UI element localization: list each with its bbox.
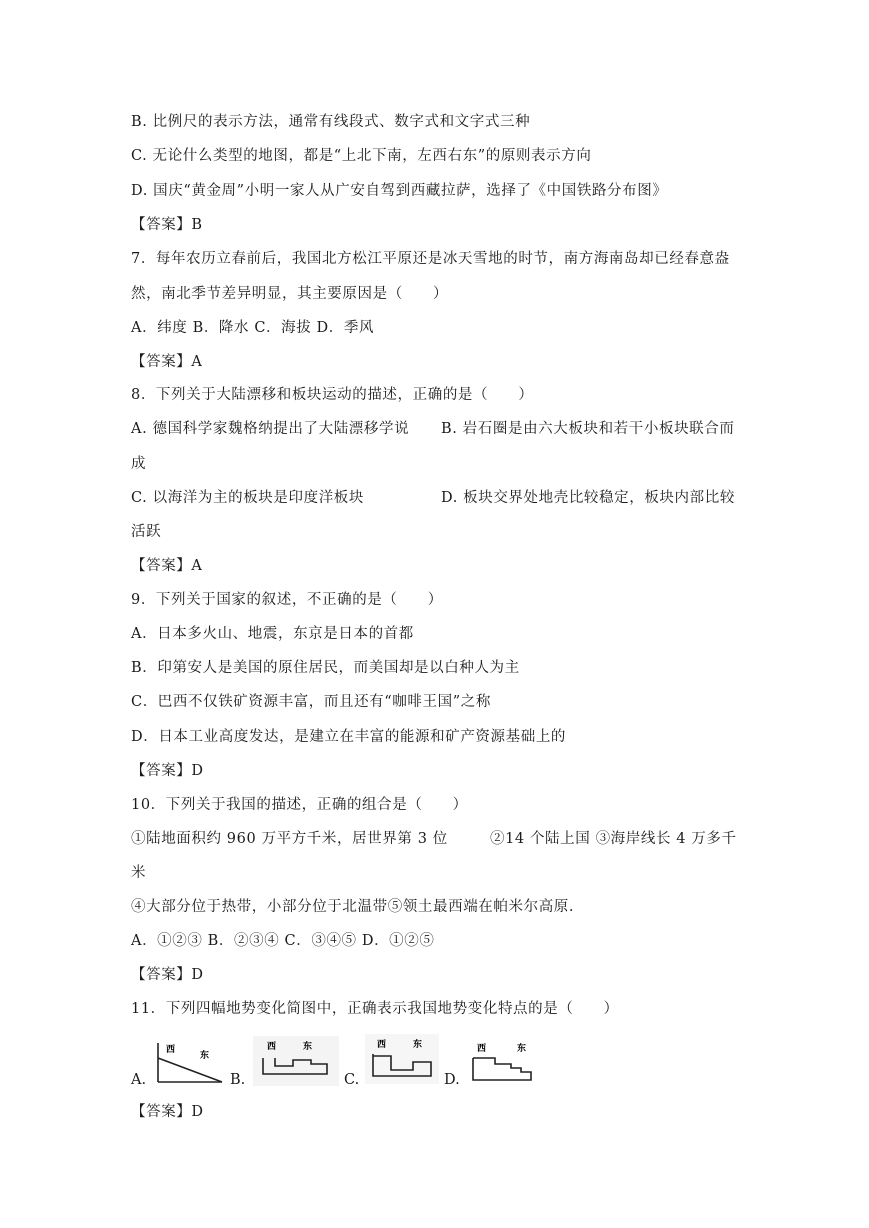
q6-option-b: B. 比例尺的表示方法，通常有线段式、数字式和文字式三种 — [131, 114, 531, 130]
q9-option-d: D．日本工业高度发达，是建立在丰富的能源和矿产资源基础上的 — [131, 729, 567, 745]
q11-answer: 【答案】D — [131, 1104, 204, 1120]
q11-a-east-label: 东 — [200, 1051, 210, 1061]
q11-figure-a — [150, 1038, 226, 1086]
q7-options: A．纬度 B．降水 C．海拔 D．季风 — [131, 320, 375, 336]
q8-option-b: B. 岩石圈是由六大板块和若干小板块联合而 — [441, 421, 735, 437]
q9-option-c: C．巴西不仅铁矿资源丰富，而且还有“咖啡王国”之称 — [131, 694, 491, 710]
q11-a-west-label: 西 — [166, 1045, 176, 1055]
q8-option-d-cont: 活跃 — [131, 524, 162, 540]
q7-stem-line2: 然，南北季节差异明显，其主要原因是（ ） — [131, 286, 449, 302]
q6-option-d: D. 国庆“黄金周”小明一家人从广安自驾到西藏拉萨，选择了《中国铁路分布图》 — [131, 183, 668, 199]
q11-stem: 11．下列四幅地势变化简图中，正确表示我国地势变化特点的是（ ） — [131, 1001, 619, 1017]
q11-option-d-label: D. — [444, 1072, 460, 1088]
q11-d-east-label: 东 — [517, 1044, 527, 1054]
q10-answer: 【答案】D — [131, 967, 204, 983]
q8-option-d: D. 板块交界处地壳比较稳定，板块内部比较 — [441, 490, 735, 506]
q6-option-c: C. 无论什么类型的地图，都是“上北下南，左西右东”的原则表示方向 — [131, 148, 592, 164]
q8-answer: 【答案】A — [131, 558, 203, 574]
q11-option-a-label: A. — [131, 1072, 147, 1088]
q9-answer: 【答案】D — [131, 763, 204, 779]
q10-statement-3-cont: 米 — [131, 865, 147, 881]
q9-option-b: B．印第安人是美国的原住居民，而美国却是以白种人为主 — [131, 660, 520, 676]
q9-stem: 9．下列关于国家的叙述，不正确的是（ ） — [131, 592, 443, 608]
q6-answer: 【答案】B — [131, 217, 203, 233]
q11-option-c-label: C. — [344, 1072, 360, 1088]
q11-figure-b — [253, 1036, 339, 1086]
q10-statement-1: ①陆地面积约 960 万平方千米，居世界第 3 位 — [131, 831, 448, 847]
q10-statement-2-3: ②14 个陆上国 ③海岸线长 4 万多千 — [490, 831, 737, 847]
q11-c-west-label: 西 — [377, 1040, 387, 1050]
q11-d-west-label: 西 — [477, 1044, 487, 1054]
q10-options: A．①②③ B．②③④ C．③④⑤ D．①②⑤ — [131, 933, 435, 949]
q11-b-east-label: 东 — [303, 1042, 313, 1052]
q8-option-b-cont: 成 — [131, 456, 147, 472]
q11-b-west-label: 西 — [267, 1042, 277, 1052]
q7-stem-line1: 7．每年农历立春前后，我国北方松江平原还是冰天雪地的时节，南方海南岛却已经春意盎 — [131, 251, 730, 267]
q10-statement-4-5: ④大部分位于热带，小部分位于北温带⑤领土最西端在帕米尔高原. — [131, 899, 575, 915]
q10-stem: 10．下列关于我国的描述，正确的组合是（ ） — [131, 797, 468, 813]
q8-stem: 8．下列关于大陆漂移和板块运动的描述，正确的是（ ） — [131, 387, 534, 403]
q11-c-east-label: 东 — [413, 1040, 423, 1050]
q8-option-a: A. 德国科学家魏格纳提出了大陆漂移学说 — [131, 421, 410, 437]
q11-figure-c — [365, 1034, 439, 1084]
q11-option-b-label: B. — [230, 1072, 246, 1088]
q7-answer: 【答案】A — [131, 354, 203, 370]
q9-option-a: A．日本多火山、地震，东京是日本的首都 — [131, 626, 414, 642]
q11-figure-d — [465, 1036, 537, 1086]
q8-option-c: C. 以海洋为主的板块是印度洋板块 — [131, 490, 364, 506]
